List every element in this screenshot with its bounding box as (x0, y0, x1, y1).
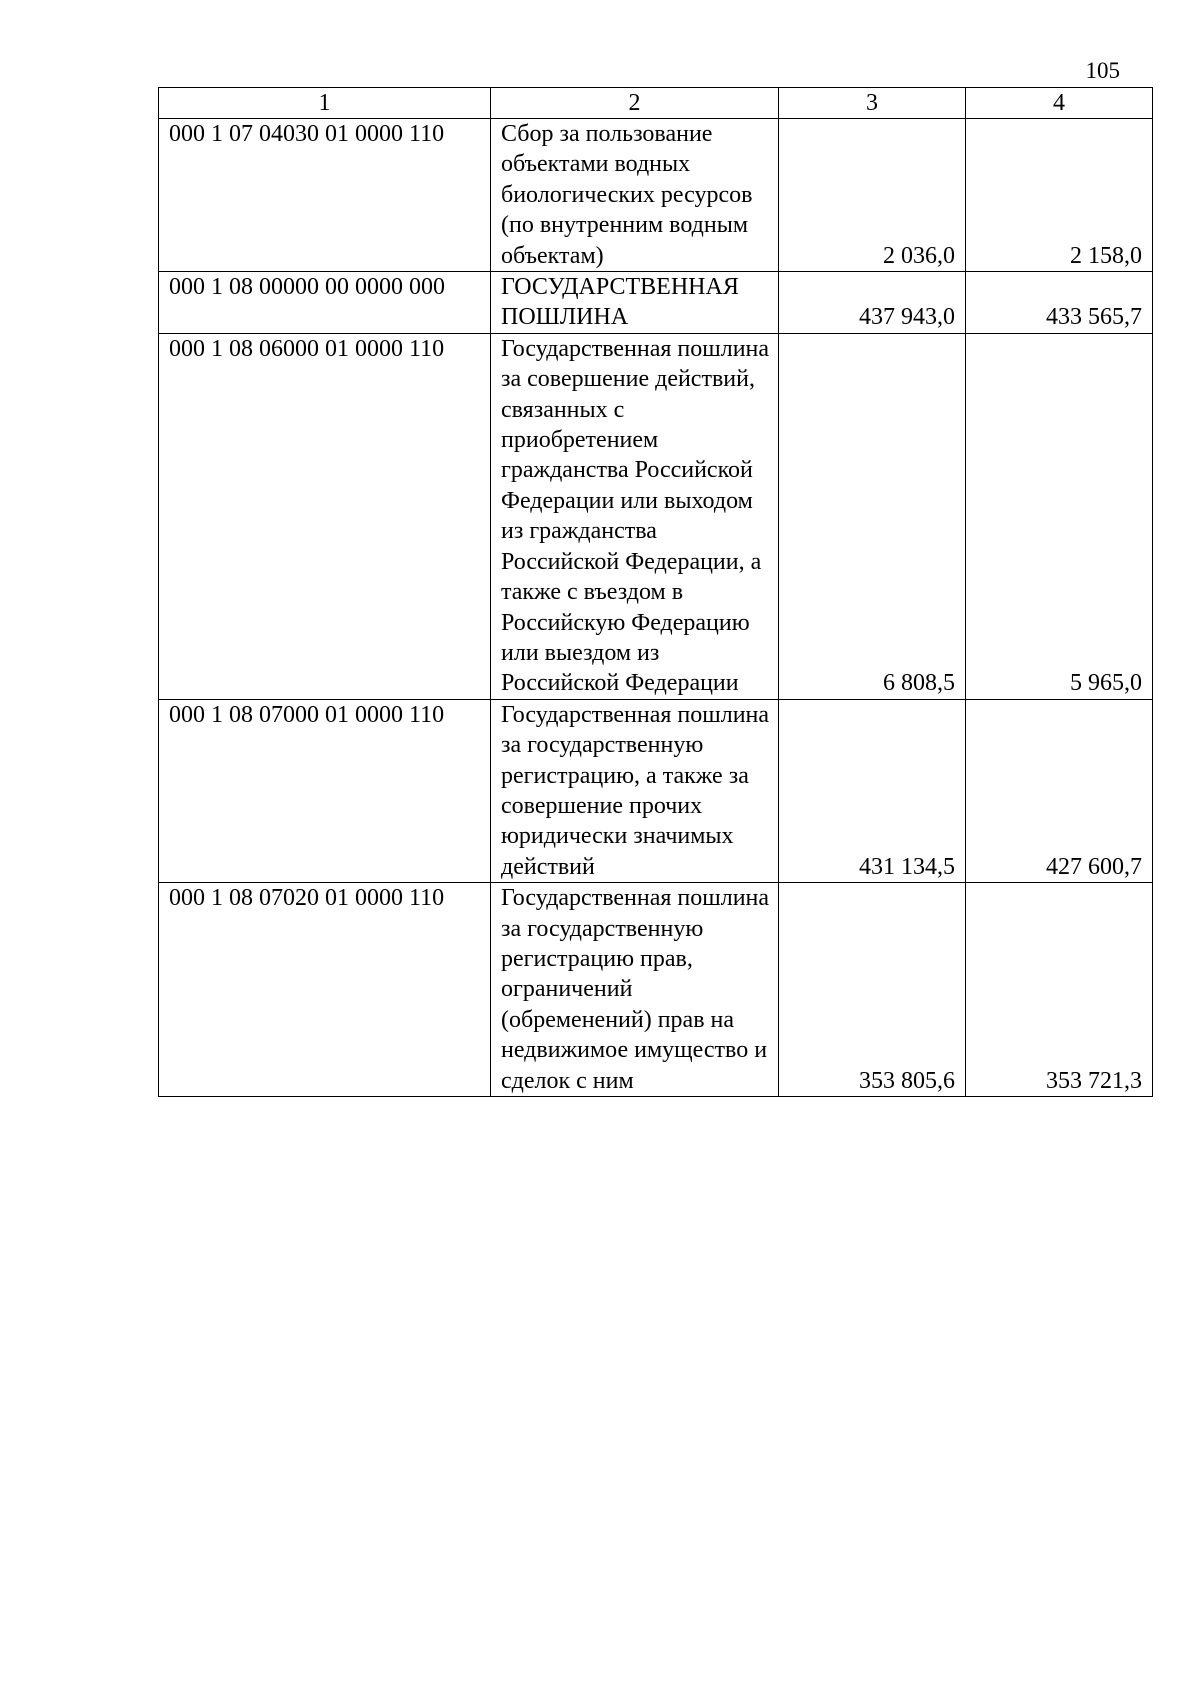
table-row (159, 699, 1153, 882)
budget-code-cell: 000 1 08 00000 00 0000 000 (159, 272, 491, 334)
header-cell-3: 3 (779, 88, 966, 119)
budget-code-cell: 000 1 07 04030 01 0000 110 (159, 119, 491, 272)
header-cell-1: 1 (159, 88, 491, 119)
amount-col4-cell: 2 158,0 (966, 119, 1153, 272)
amount-col3-cell: 353 805,6 (779, 883, 966, 1097)
header-cell-2: 2 (491, 88, 779, 119)
page-number: 105 (1085, 58, 1120, 83)
amount-col3-cell: 2 036,0 (779, 119, 966, 272)
budget-code-cell: 000 1 08 07000 01 0000 110 (159, 699, 491, 882)
income-name-cell: Государственная пошлина за государственную регистрацию, а также за совершение прочих юридически значимых действий (491, 699, 779, 882)
table-row (159, 883, 1153, 1097)
header-cell-4: 4 (966, 88, 1153, 119)
income-name-cell: Государственная пошлина за совершение действий, связанных с приобретением гражданства Российской Федерации или выходом из гражданства Российской Федерации, а также с въездом в Российскую Федерацию или выездом из Российской Федерации (491, 333, 779, 699)
amount-col4-cell: 427 600,7 (966, 699, 1153, 882)
table-row (159, 119, 1153, 272)
budget-code-cell: 000 1 08 06000 01 0000 110 (159, 333, 491, 699)
amount-col3-cell: 6 808,5 (779, 333, 966, 699)
budget-table (158, 87, 1153, 1097)
amount-col3-cell: 431 134,5 (779, 699, 966, 882)
table-row (159, 272, 1153, 334)
income-name-cell: ГОСУДАРСТВЕННАЯ ПОШЛИНА (491, 272, 779, 334)
table-row (159, 333, 1153, 699)
amount-col3-cell: 437 943,0 (779, 272, 966, 334)
amount-col4-cell: 433 565,7 (966, 272, 1153, 334)
amount-col4-cell: 5 965,0 (966, 333, 1153, 699)
amount-col4-cell: 353 721,3 (966, 883, 1153, 1097)
income-name-cell: Государственная пошлина за государственную регистрацию прав, ограничений (обременений) прав на недвижимое имущество и сделок с ним (491, 883, 779, 1097)
budget-code-cell: 000 1 08 07020 01 0000 110 (159, 883, 491, 1097)
income-name-cell: Сбор за пользование объектами водных биологических ресурсов (по внутренним водным объектам) (491, 119, 779, 272)
table-header-row (159, 88, 1153, 119)
